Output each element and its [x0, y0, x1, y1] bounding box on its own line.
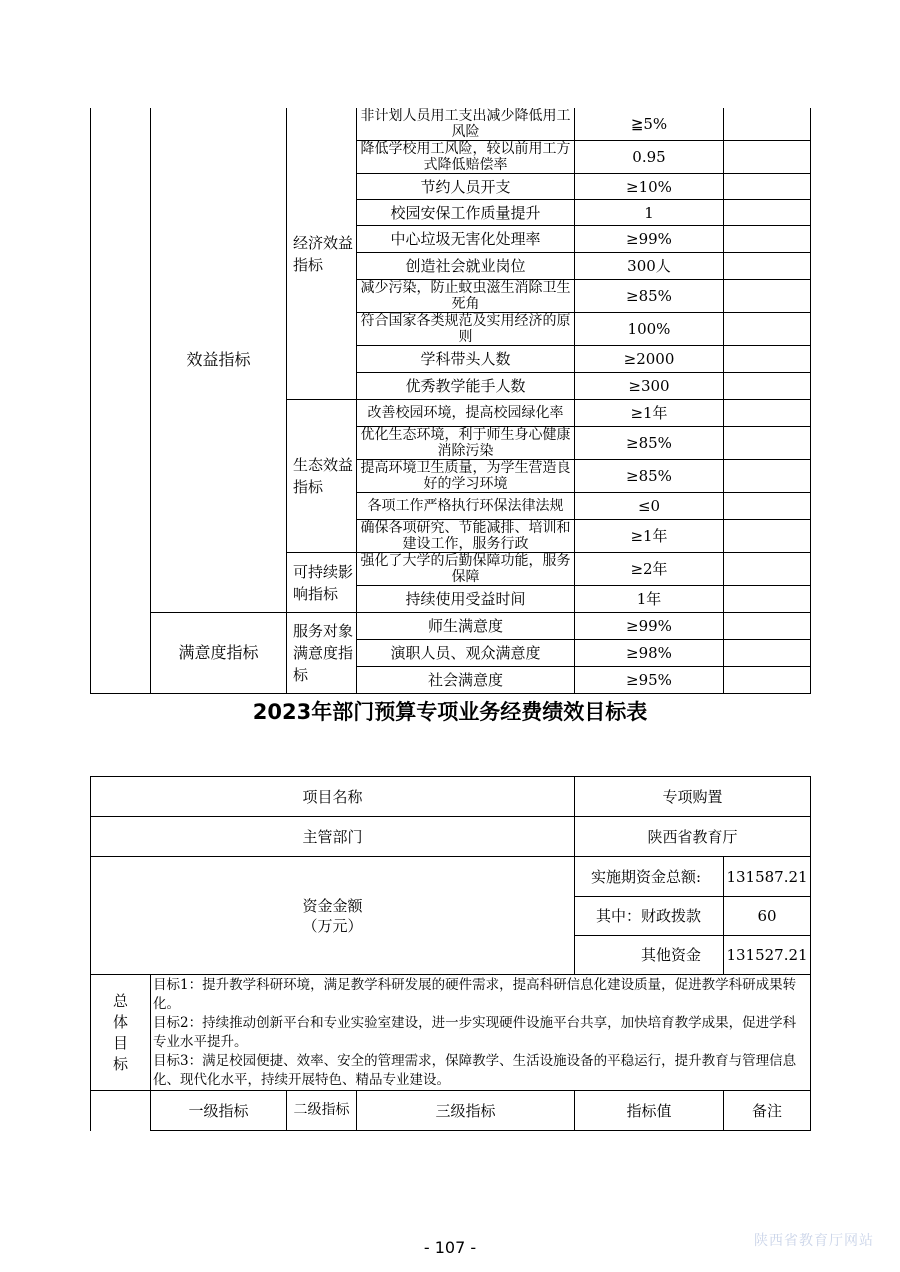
- subcategory-sustainable: 可持续影响指标: [287, 553, 357, 613]
- goal-item: 目标3：满足校园便捷、效率、安全的管理需求，保障教学、生活设施设备的平稳运行，提升教育与管理信息化、现代化水平，持续开展特色、精品专业建设。: [153, 1052, 797, 1088]
- remark-cell: [724, 427, 811, 460]
- blank-cell: [91, 108, 151, 694]
- subcategory-ecological: 生态效益指标: [287, 400, 357, 553]
- remark-cell: [724, 226, 811, 253]
- remark-cell: [724, 493, 811, 520]
- indicator-value: ≥85%: [575, 460, 724, 493]
- project-name-label: 项目名称: [91, 777, 575, 817]
- header-value: 指标值: [575, 1091, 724, 1131]
- remark-cell: [724, 108, 811, 141]
- indicator-name: 优秀教学能手人数: [357, 373, 575, 400]
- goal-item: 目标2：持续推动创新平台和专业实验室建设，进一步实现硬件设施平台共享，加快培育教学成果，促进学科专业水平提升。: [153, 1014, 797, 1050]
- remark-cell: [724, 667, 811, 694]
- header-level3: 三级指标: [357, 1091, 575, 1131]
- indicator-value: ≥99%: [575, 226, 724, 253]
- indicator-value: ≥99%: [575, 613, 724, 640]
- subcategory-service: 服务对象满意度指标: [287, 613, 357, 694]
- indicator-name: 降低学校用工风险，较以前用工方式降低赔偿率: [357, 141, 575, 174]
- fund-label: [91, 857, 575, 975]
- indicator-value: ≥85%: [575, 280, 724, 313]
- goal-char: 目: [112, 1033, 128, 1052]
- remark-cell: [724, 460, 811, 493]
- fiscal-fund-label: 其中：财政拨款: [575, 897, 724, 936]
- page-title: 2023年部门预算专项业务经费绩效目标表: [252, 700, 648, 724]
- fund-label-line1: 资金金额: [302, 896, 363, 915]
- remark-cell: [724, 553, 811, 586]
- indicator-name: 提高环境卫生质量，为学生营造良好的学习环境: [357, 460, 575, 493]
- remark-cell: [724, 346, 811, 373]
- remark-cell: [724, 520, 811, 553]
- indicator-table-continued: [90, 108, 811, 694]
- subcategory-economic: 经济效益指标: [287, 108, 357, 400]
- indicator-value: ≧5%: [575, 108, 724, 141]
- header-level1: 一级指标: [151, 1091, 287, 1131]
- fiscal-fund-value: 60: [724, 897, 811, 936]
- indicator-value: 300人: [575, 253, 724, 280]
- other-fund-label: 其他资金: [575, 936, 724, 975]
- performance-target-table: [90, 776, 811, 1131]
- remark-cell: [724, 613, 811, 640]
- overall-goal-label: [91, 975, 151, 1091]
- goal-item: 目标1：提升教学科研环境，满足教学科研发展的硬件需求，提高科研信息化建设质量，促进教学科研成果转化。: [153, 976, 797, 1012]
- remark-cell: [724, 200, 811, 226]
- indicator-value: ≥95%: [575, 667, 724, 694]
- indicator-value: 1: [575, 200, 724, 226]
- remark-cell: [724, 586, 811, 613]
- goal-char: 总: [112, 991, 128, 1010]
- blank-cell: [91, 1091, 151, 1131]
- remark-cell: [724, 400, 811, 427]
- header-level2: 二级指标: [287, 1091, 357, 1131]
- indicator-value: ≥300: [575, 373, 724, 400]
- remark-cell: [724, 141, 811, 174]
- category-benefit: 效益指标: [151, 108, 287, 613]
- indicator-name: 减少污染，防止蚊虫滋生消除卫生死角: [357, 280, 575, 313]
- indicator-value: ≥2000: [575, 346, 724, 373]
- remark-cell: [724, 373, 811, 400]
- indicator-value: ≥1年: [575, 400, 724, 427]
- indicator-value: ≥98%: [575, 640, 724, 667]
- remark-cell: [724, 280, 811, 313]
- goal-char: 体: [112, 1012, 128, 1031]
- overall-goals: [151, 975, 811, 1091]
- other-fund-value: 131527.21: [724, 936, 811, 975]
- indicator-name: 持续使用受益时间: [357, 586, 575, 613]
- indicator-value: ≥10%: [575, 174, 724, 200]
- indicator-name: 演职人员、观众满意度: [357, 640, 575, 667]
- total-fund-label: 实施期资金总额:: [575, 857, 724, 897]
- dept-value: 陕西省教育厅: [575, 817, 811, 857]
- indicator-value: 100%: [575, 313, 724, 346]
- indicator-name: 优化生态环境，利于师生身心健康消除污染: [357, 427, 575, 460]
- remark-cell: [724, 174, 811, 200]
- indicator-value: ≥85%: [575, 427, 724, 460]
- fund-label-line2: （万元）: [302, 916, 363, 935]
- indicator-value: ≤0: [575, 493, 724, 520]
- indicator-name: 非计划人员用工支出减少降低用工风险: [357, 108, 575, 141]
- indicator-name: 社会满意度: [357, 667, 575, 694]
- dept-label: 主管部门: [91, 817, 575, 857]
- remark-cell: [724, 253, 811, 280]
- category-satisfaction: 满意度指标: [151, 613, 287, 694]
- indicator-name: 确保各项研究、节能减排、培训和建设工作，服务行政: [357, 520, 575, 553]
- indicator-name: 创造社会就业岗位: [357, 253, 575, 280]
- watermark: 陕西省教育厅网站: [754, 1233, 874, 1249]
- indicator-value: ≥1年: [575, 520, 724, 553]
- indicator-value: 1年: [575, 586, 724, 613]
- indicator-name: 各项工作严格执行环保法律法规: [357, 493, 575, 520]
- indicator-name: 节约人员开支: [357, 174, 575, 200]
- indicator-name: 改善校园环境，提高校园绿化率: [357, 400, 575, 427]
- indicator-name: 强化了大学的后勤保障功能，服务保障: [357, 553, 575, 586]
- remark-cell: [724, 640, 811, 667]
- indicator-value: ≥2年: [575, 553, 724, 586]
- indicator-name: 校园安保工作质量提升: [357, 200, 575, 226]
- project-name-value: 专项购置: [575, 777, 811, 817]
- total-fund-value: 131587.21: [724, 857, 811, 897]
- remark-cell: [724, 313, 811, 346]
- goal-char: 标: [112, 1054, 128, 1073]
- indicator-name: 师生满意度: [357, 613, 575, 640]
- indicator-value: 0.95: [575, 141, 724, 174]
- indicator-name: 中心垃圾无害化处理率: [357, 226, 575, 253]
- page-number: - 107 -: [423, 1238, 477, 1257]
- header-remark: 备注: [724, 1091, 811, 1131]
- indicator-name: 学科带头人数: [357, 346, 575, 373]
- indicator-name: 符合国家各类规范及实用经济的原则: [357, 313, 575, 346]
